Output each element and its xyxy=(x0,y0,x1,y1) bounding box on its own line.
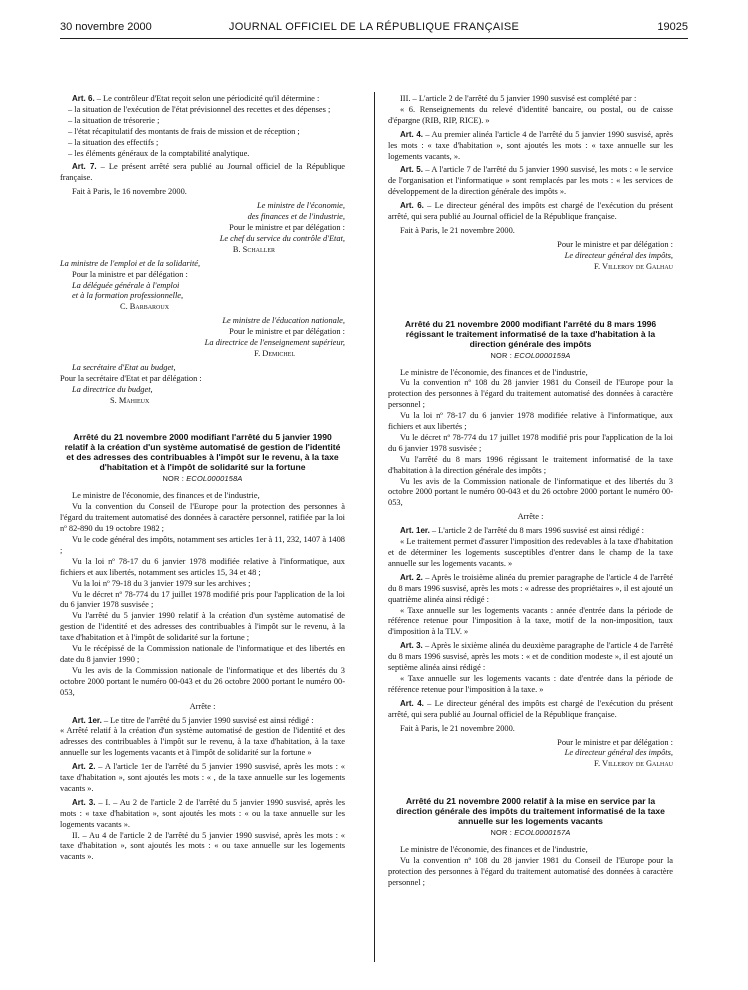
signatory-name: F. Villeroy de Galhau xyxy=(594,759,673,769)
preamble-line: Le ministre de l'économie, des finances et de l'industrie, xyxy=(72,491,260,501)
article-3: Art. 3. – I. – Au 2 de l'article 2 de l'arrêté du 5 janvier 1990 susvisé, après les mots : « taxe d'habitation », sont ajoutés les mots : « ou la taxe annuelle sur les logements vacants ». xyxy=(60,797,345,829)
article-label: Art. 1er. xyxy=(72,715,102,725)
article-2: Art. 2. – Après le troisième alinéa du premier paragraphe de l'article 4 de l'arrêté du 8 mars 1996 susvisé, après les mots : « adresse des propriétaires », il est ajouté un quatrième alinéa ainsi rédigé : xyxy=(388,572,674,604)
article-label: Art. 3. xyxy=(400,641,423,651)
article-4: Art. 4. – Au premier alinéa l'article 4 de l'arrêté du 5 janvier 1990 susvisé, après les mots : « taxe d'habitation », sont ajoutés les mots : « taxe annuelle sur les logements vacants, ». xyxy=(388,129,674,161)
preamble-line: Vu la convention du Conseil de l'Europe pour la protection des personnes à l'égard du traitement automatisé des données à caractère personnel, ratifiée par la loi nº 82-890 du 19 octobre 1982 ; xyxy=(60,502,345,534)
article-label: Art. 3. xyxy=(72,797,96,807)
article-6: Art. 6. – Le directeur général des impôts est chargé de l'exécution du présent arrêté, qui sera publié au Journal officiel de la République française. xyxy=(388,201,674,222)
preamble-line: Vu la loi nº 78-17 du 6 janvier 1978 modifiée relative à l'informatique, aux fichiers et aux libertés ; xyxy=(388,411,673,432)
list-item: – la situation de trésorerie ; xyxy=(68,115,160,125)
article-7: Art. 7. – Le présent arrêté sera publié au Journal officiel de la République française. xyxy=(60,162,346,183)
preamble-line: Vu le décret nº 78-774 du 17 juillet 1978 modifié pris pour l'application de la loi du 6 janvier 1978 susvisée ; xyxy=(60,589,345,610)
header-rule xyxy=(60,38,688,39)
article-1: Art. 1er. – L'article 2 de l'arrêté du 8 mars 1996 susvisé est ainsi rédigé : xyxy=(400,526,644,536)
preamble-line: Vu les avis de la Commission nationale de l'informatique et des libertés du 3 octobre 2000 portant le numéro 00-043 et du 26 octobre 2000 portant le numéro 00-053, xyxy=(388,476,673,508)
fait-a-paris: Fait à Paris, le 21 novembre 2000. xyxy=(400,225,515,235)
signature-block: Le ministre de l'économie, des finances et de l'industrie, Pour le ministre et par délégation : Le chef du service du contrôle d'Etat, B. Schaller xyxy=(60,201,345,256)
article-label: Art. 1er. xyxy=(400,526,430,536)
signature-block: La ministre de l'emploi et de la solidarité, Pour la ministre et par délégation : La déléguée générale à l'emploi et à la formation professionnelle, C. Barbaroux xyxy=(60,259,345,314)
quoted-text: « Arrêté relatif à la création d'un système automatisé de gestion de l'identité et des adresses des contribuables à l'impôt sur le revenu, à la taxe d'habitation, à la taxe annuelle sur les logements vacants et à l'impôt de solidarité sur la fortune » xyxy=(60,726,345,758)
preamble-line: Vu le code général des impôts, notamment ses articles 1er à 11, 232, 1407 à 1408 ; xyxy=(60,535,345,555)
article-label: Art. 7. xyxy=(72,162,97,172)
fait-a-paris: Fait à Paris, le 21 novembre 2000. xyxy=(400,723,515,733)
article-3-ii: II. – Au 4 de l'article 2 de l'arrêté du 5 janvier 1990 susvisé, après les mots : « taxe d'habitation », sont ajoutés les mots : « ou taxe annuelle sur les logements vacants ». xyxy=(60,830,345,862)
arrete-heading: Arrête : xyxy=(517,512,544,522)
signatory-name: S. Mahieux xyxy=(110,395,150,405)
preamble-line: Le ministre de l'économie, des finances et de l'industrie, xyxy=(400,367,588,377)
article-5: Art. 5. – A l'article 7 de l'arrêté du 5 janvier 1990 susvisé, les mots : « le service de l'organisation et l'informatique » sont remplacés par les mots : « les services de développement de la direction générale des impôts ». xyxy=(388,165,674,197)
right-column xyxy=(388,94,673,889)
article-label: Art. 2. xyxy=(400,572,423,582)
quoted-text: « Le traitement permet d'assurer l'imposition des redevables à la taxe d'habitation et de déterminer les logements susceptibles d'entrer dans le champ de la taxe annuelle sur les logements vacants. » xyxy=(388,537,673,568)
article-label: Art. 5. xyxy=(400,165,423,175)
article-label: Art. 4. xyxy=(400,698,424,708)
nor-reference: NOR : ECOL0000158A xyxy=(162,474,243,484)
preamble-line: Vu l'arrêté du 8 mars 1996 régissant le traitement informatisé de la taxe d'habitation à la direction générale des impôts ; xyxy=(388,454,673,475)
preamble-line: Vu l'arrêté du 5 janvier 1990 relatif à la création d'un système automatisé de gestion de l'identité et des adresses des contribuables à l'impôt sur le revenu, à la taxe d'habitation et à l'impôt de solidarité sur la fortune ; xyxy=(60,611,345,643)
header-date: 30 novembre 2000 xyxy=(60,21,152,33)
signatory-name: F. Demichel xyxy=(254,348,295,358)
preamble-line: Vu la convention nº 108 du 28 janvier 1981 du Conseil de l'Europe pour la protection des personnes à l'égard du traitement automatisé des données à caractère personnel ; xyxy=(388,856,673,887)
article-6: Art. 6. – Le contrôleur d'Etat reçoit selon une périodicité qu'il détermine : xyxy=(72,94,320,103)
decree-title: Arrêté du 21 novembre 2000 modifiant l'arrêté du 5 janvier 1990 relatif à la création d'un système automatisé de gestion de l'identité et des adresses des contribuables à l'impôt sur le revenu, à la taxe d'habitation et à l'impôt de solidarité sur la fortune xyxy=(64,432,341,473)
article-2: Art. 2. – A l'article 1er de l'arrêté du 5 janvier 1990 susvisé, après les mots : « taxe d'habitation », sont ajoutés les mots : « , de la taxe annuelle sur les logements vacants ». xyxy=(60,762,345,793)
nor-reference: NOR : ECOL0000157A xyxy=(490,828,571,838)
fait-a-paris: Fait à Paris, le 16 novembre 2000. xyxy=(72,187,187,197)
column-divider xyxy=(374,92,375,962)
list-item: – l'état récapitulatif des montants de frais de mission et de réception ; xyxy=(68,126,300,136)
nor-reference: NOR : ECOL0000159A xyxy=(490,350,571,360)
signatory-name: F. Villeroy de Galhau xyxy=(594,261,673,271)
signature-block: Le ministre de l'éducation nationale, Pour le ministre et par délégation : La directrice de l'enseignement supérieur, F. Demichel xyxy=(60,316,345,360)
signatory-name: C. Barbaroux xyxy=(120,302,170,312)
list-item: – la situation des effectifs ; xyxy=(68,137,159,147)
quoted-text: « 6. Renseignements du relevé d'identité bancaire, ou postal, ou de caisse d'épargne (RIB, RIP, RICE). » xyxy=(388,104,673,125)
quoted-text: « Taxe annuelle sur les logements vacants : date d'entrée dans la période de référence retenue pour l'imposition à la taxe. » xyxy=(388,673,673,694)
article-1: Art. 1er. – Le titre de l'arrêté du 5 janvier 1990 susvisé est ainsi rédigé : xyxy=(72,715,314,725)
preamble-line: Vu la loi nº 78-17 du 6 janvier 1978 modifiée relative à l'informatique, aux fichiers et aux libertés, notamment ses articles 15, 34 et 48 ; xyxy=(60,556,345,577)
arrete-heading: Arrête : xyxy=(189,701,216,711)
article-3-iii: III. – L'article 2 de l'arrêté du 5 janvier 1990 susvisé est complété par : xyxy=(400,94,637,103)
signature-block: La secrétaire d'Etat au budget, Pour la secrétaire d'Etat et par délégation : La directrice du budget, S. Mahieux xyxy=(60,363,345,407)
list-item: – les éléments généraux de la comptabilité analytique. xyxy=(68,148,250,158)
article-label: Art. 2. xyxy=(72,762,96,772)
journal-title: JOURNAL OFFICIEL DE LA RÉPUBLIQUE FRANÇAISE xyxy=(228,21,520,33)
preamble-line: Vu la convention nº 108 du 28 janvier 1981 du Conseil de l'Europe pour la protection des personnes à l'égard du traitement automatisé des données à caractère personnel ; xyxy=(388,378,673,410)
preamble-line: Vu les avis de la Commission nationale de l'informatique et des libertés du 3 octobre 2000 portant le numéro 00-043 et du 26 octobre 2000 portant le numéro 00-053, xyxy=(60,665,345,697)
article-label: Art. 6. xyxy=(400,201,424,211)
article-label: Art. 6. xyxy=(72,94,95,103)
decree-title: Arrêté du 21 novembre 2000 relatif à la mise en service par la direction générale des impôts du traitement informatisé de la taxe annuelle sur les logements vacants xyxy=(396,796,665,827)
decree-title: Arrêté du 21 novembre 2000 modifiant l'arrêté du 8 mars 1996 régissant le traitement informatisé de la taxe d'habitation à la direction générale des impôts xyxy=(404,318,657,349)
preamble-line: Vu le décret nº 78-774 du 17 juillet 1978 modifié pris pour l'application de la loi du 6 janvier 1978 susvisée ; xyxy=(388,432,673,453)
preamble-line: Vu le récépissé de la Commission nationale de l'informatique et des libertés en date du 8 janvier 1990 ; xyxy=(60,644,345,664)
article-3: Art. 3. – Après le sixième alinéa du deuxième paragraphe de l'article 4 de l'arrêté du 8 mars 1996 susvisé, après les mots : « et de condition modeste », il est ajouté un septième alinéa ainsi rédigé : xyxy=(388,641,673,673)
page-header xyxy=(60,21,688,37)
article-4: Art. 4. – Le directeur général des impôts est chargé de l'exécution du présent arrêté, qui sera publié au Journal officiel de la République française. xyxy=(388,698,674,719)
list-item: – la situation de l'exécution de l'état prévisionnel des recettes et des dépenses ; xyxy=(68,104,331,114)
signature-block: Pour le ministre et par délégation : Le directeur général des impôts, F. Villeroy de Galhau xyxy=(388,738,673,771)
signature-block: Pour le ministre et par délégation : Le directeur général des impôts, F. Villeroy de Galhau xyxy=(388,240,673,273)
signatory-name: B. Schaller xyxy=(232,244,275,254)
quoted-text: « Taxe annuelle sur les logements vacants : année d'entrée dans la période de référence retenue pour l'imposition à la taxe, motif de la non-imposition, taux d'imposition à la TLV. » xyxy=(388,605,673,637)
preamble-line: Le ministre de l'économie, des finances et de l'industrie, xyxy=(400,845,588,855)
article-label: Art. 4. xyxy=(400,129,423,139)
preamble-line: Vu la loi nº 79-18 du 3 janvier 1979 sur les archives ; xyxy=(72,578,251,588)
page-number: 19025 xyxy=(657,21,688,33)
left-column xyxy=(60,94,345,863)
